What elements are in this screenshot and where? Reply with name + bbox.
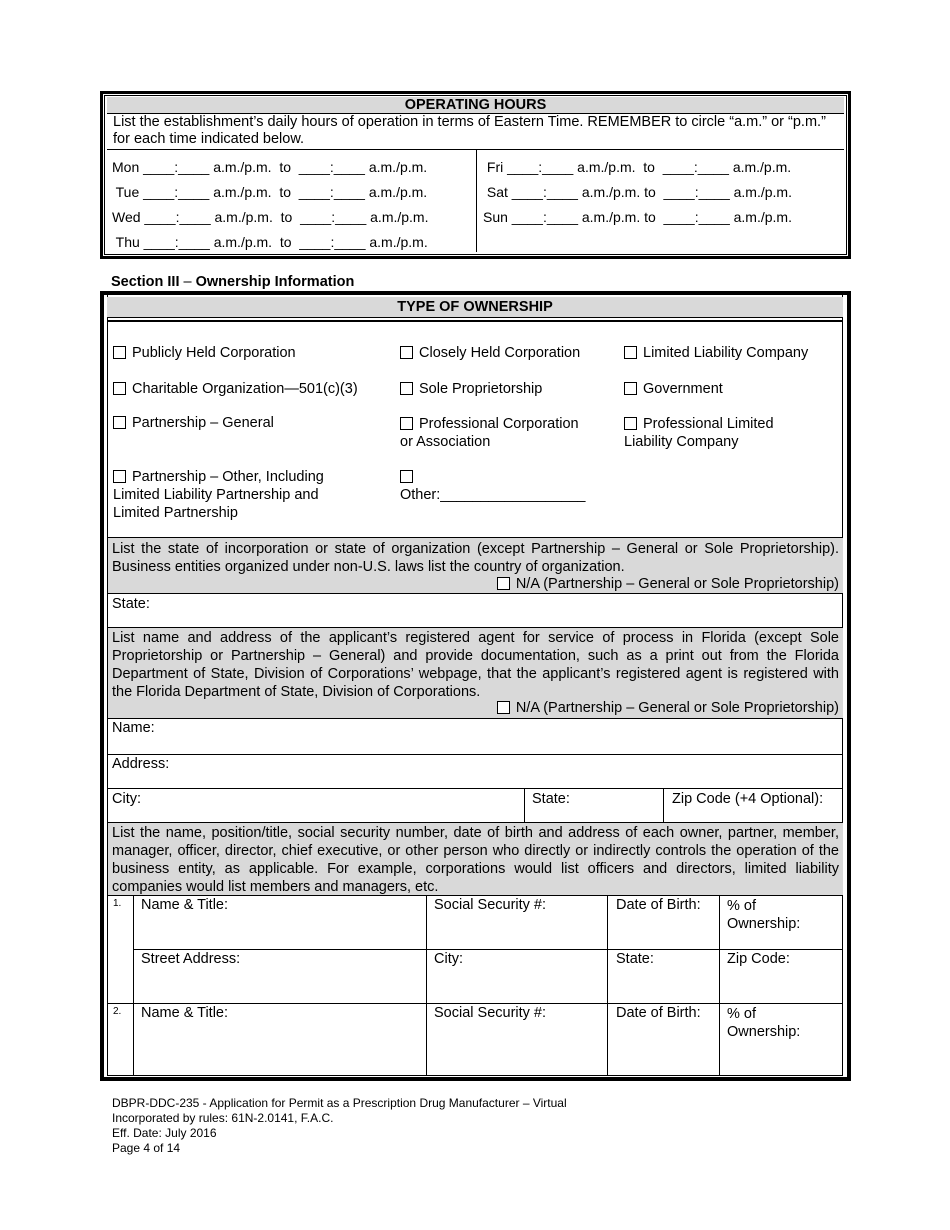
rule: [107, 1003, 843, 1004]
option-label-cont: Limited Partnership: [113, 505, 238, 521]
owner-1-name-title-label: Name & Title:: [141, 897, 229, 913]
owner-1-ssn-label: Social Security #:: [434, 897, 547, 913]
option-government[interactable]: [624, 381, 723, 397]
option-label-cont: or Association: [400, 434, 491, 450]
option-label: Sole Proprietorship: [419, 381, 543, 397]
rule: [133, 949, 843, 950]
hours-row-wed[interactable]: Wed ____:____ a.m./p.m. to ____:____ a.m./p.m.: [112, 209, 429, 225]
operating-hours-box: [100, 91, 851, 259]
state-na-option[interactable]: [497, 576, 839, 593]
pct-label-line1: % of: [727, 1006, 757, 1022]
owner-1-city-label: City:: [434, 951, 463, 967]
agent-name-label: Name:: [112, 720, 155, 736]
checkbox[interactable]: [497, 577, 510, 590]
option-closely-held[interactable]: [400, 345, 580, 361]
checkbox[interactable]: [400, 470, 413, 483]
agent-address-input[interactable]: [179, 755, 834, 787]
owner-1-street-label: Street Address:: [141, 951, 241, 967]
section-dash: –: [179, 274, 196, 290]
operating-hours-title: OPERATING HOURS: [107, 97, 844, 114]
hours-row-sat[interactable]: Sat ____:____ a.m./p.m. to ____:____ a.m./p.m.: [483, 184, 792, 200]
rule: [107, 895, 843, 896]
agent-state-label: State:: [532, 791, 570, 807]
footer-rules: Incorporated by rules: 61N-2.0141, F.A.C.: [112, 1111, 334, 1125]
hours-column-divider: [476, 149, 477, 252]
owner-column-divider: [607, 895, 608, 1075]
owner-2-number: 2.: [113, 1006, 122, 1017]
hours-row-tue[interactable]: Tue ____:____ a.m./p.m. to ____:____ a.m./p.m.: [112, 184, 428, 200]
owner-num-column-divider: [133, 895, 134, 1075]
checkbox[interactable]: [113, 416, 126, 429]
na-label: N/A (Partnership – General or Sole Proprietorship): [515, 700, 839, 716]
agent-instructions: List name and address of the applicant’s registered agent for service of process in Florida (except Sole Proprietorship or Partnership – General) and provide documentation, such as a print out from the Florida Department of State, Division of Corporations’ webpage, that the applicant’s registered agent is registered with the Florida Department of State, Division of Corporations.: [112, 630, 839, 700]
bottom-rule: [107, 1075, 843, 1076]
option-label: Closely Held Corporation: [419, 345, 581, 361]
state-input[interactable]: [164, 594, 834, 626]
agent-na-option[interactable]: [497, 700, 839, 717]
owner-1-pct-label: [727, 897, 800, 933]
checkbox[interactable]: [624, 417, 637, 430]
option-label: Charitable Organization—501(c)(3): [132, 381, 358, 397]
option-label: Limited Liability Company: [643, 345, 809, 361]
owner-1-dob-label: Date of Birth:: [616, 897, 701, 913]
owner-2-ssn-label: Social Security #:: [434, 1005, 547, 1021]
checkbox[interactable]: [400, 417, 413, 430]
option-partnership-other[interactable]: [113, 468, 324, 522]
title-double-rule: [107, 320, 843, 322]
section-title: Ownership Information: [195, 274, 355, 290]
option-label: Publicly Held Corporation: [132, 345, 296, 361]
cell-divider: [524, 788, 525, 822]
checkbox[interactable]: [113, 346, 126, 359]
footer-form-title: DBPR-DDC-235 - Application for Permit as a Prescription Drug Manufacturer – Virtual: [112, 1096, 567, 1110]
option-publicly-held[interactable]: [113, 345, 296, 361]
footer-page-number: Page 4 of 14: [112, 1141, 181, 1155]
owner-1-state-label: State:: [616, 951, 654, 967]
hours-row-mon[interactable]: Mon ____:____ a.m./p.m. to ____:____ a.m./p.m.: [112, 159, 428, 175]
agent-zip-label: Zip Code (+4 Optional):: [672, 791, 824, 807]
hours-row-sun[interactable]: Sun ____:____ a.m./p.m. to ____:____ a.m./p.m.: [483, 209, 792, 225]
cell-divider: [663, 788, 664, 822]
option-label-cont: Limited Liability Partnership and: [113, 487, 319, 503]
section-number: Section III: [111, 274, 180, 290]
checkbox[interactable]: [400, 346, 413, 359]
option-label: Government: [643, 381, 723, 397]
option-professional-llc[interactable]: [624, 415, 774, 451]
state-field-label: State:: [112, 596, 150, 612]
owner-column-divider: [719, 895, 720, 1075]
other-input-line[interactable]: Other:__________________: [400, 487, 586, 503]
owner-2-pct-label: [727, 1005, 800, 1041]
agent-address-label: Address:: [112, 756, 170, 772]
ownership-type-title: TYPE OF OWNERSHIP: [107, 297, 843, 318]
hours-row-thu[interactable]: Thu ____:____ a.m./p.m. to ____:____ a.m./p.m.: [112, 234, 428, 250]
ownership-box: [100, 291, 851, 1081]
checkbox[interactable]: [624, 382, 637, 395]
section-heading: [111, 274, 354, 290]
option-professional-corp[interactable]: [400, 415, 579, 451]
option-sole-prop[interactable]: [400, 381, 542, 397]
checkbox[interactable]: [624, 346, 637, 359]
owners-instructions: List the name, position/title, social security number, date of birth and address of each owner, partner, member, manager, officer, director, chief executive, or other person who directly or indirectly controls the operation of the business entity, as applicable. For example, corporations would list officers and directors, limited liability companies would list members and managers, etc.: [112, 825, 839, 895]
checkbox[interactable]: [497, 701, 510, 714]
checkbox[interactable]: [113, 470, 126, 483]
owner-1-zip-label: Zip Code:: [727, 951, 790, 967]
option-llc[interactable]: [624, 345, 808, 361]
agent-city-label: City:: [112, 791, 141, 807]
owner-2-dob-label: Date of Birth:: [616, 1005, 701, 1021]
state-instructions: List the state of incorporation or state of organization (except Partnership – General or Sole Proprietorship). Business entities organized under non-U.S. laws list the country of organization.: [112, 541, 839, 575]
footer-eff-date: Eff. Date: July 2016: [112, 1126, 217, 1140]
owner-column-divider: [426, 895, 427, 1075]
checkbox[interactable]: [113, 382, 126, 395]
option-label: Partnership – Other, Including: [132, 469, 324, 485]
hours-row-fri[interactable]: Fri ____:____ a.m./p.m. to ____:____ a.m./p.m.: [483, 159, 792, 175]
owner-1-number: 1.: [113, 898, 122, 909]
page-footer: [112, 1096, 567, 1156]
na-label: N/A (Partnership – General or Sole Proprietorship): [515, 576, 839, 592]
option-label: Partnership – General: [132, 415, 274, 431]
agent-name-input[interactable]: [164, 719, 834, 753]
pct-label-line2: Ownership:: [727, 1024, 801, 1040]
option-charitable[interactable]: [113, 381, 358, 397]
option-label-cont: Liability Company: [624, 434, 739, 450]
option-partnership-general[interactable]: [113, 415, 274, 431]
pct-label-line1: % of: [727, 898, 757, 914]
pct-label-line2: Ownership:: [727, 916, 801, 932]
rule: [107, 788, 843, 789]
checkbox[interactable]: [400, 382, 413, 395]
owner-2-name-title-label: Name & Title:: [141, 1005, 229, 1021]
operating-hours-instructions: List the establishment’s daily hours of operation in terms of Eastern Time. REMEMBER to circle “a.m.” or “p.m.” for each time indicated below.: [113, 114, 826, 147]
option-label: Professional Limited: [643, 416, 774, 432]
option-label: Professional Corporation: [419, 416, 579, 432]
option-other[interactable]: [400, 468, 585, 504]
